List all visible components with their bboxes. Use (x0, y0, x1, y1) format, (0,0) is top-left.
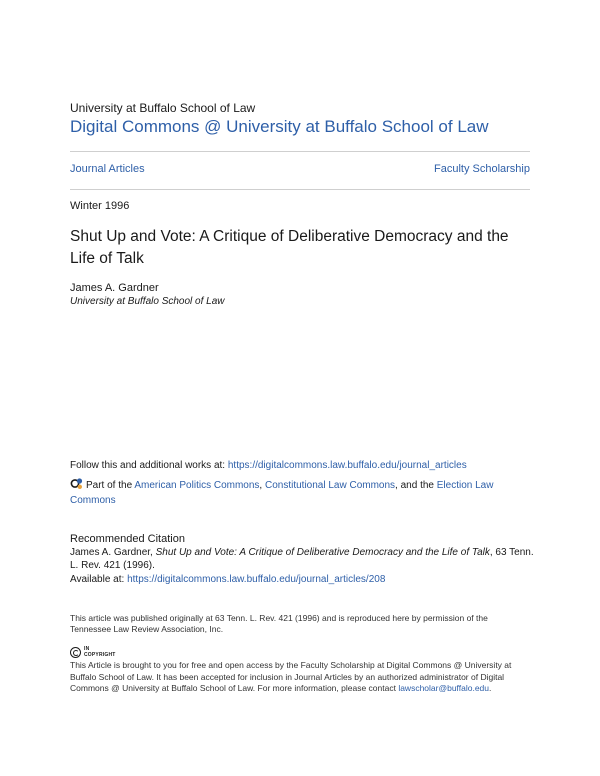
permission-notice: This article was published originally at 63 Tenn. L. Rev. 421 (1996) and is reproduced here by permission of the Tennessee Law Review Association, Inc. (70, 613, 488, 634)
copyright-line-2: COPYRIGHT (84, 651, 116, 658)
follow-line (70, 460, 467, 471)
article-url-link[interactable]: https://digitalcommons.law.buffalo.edu/journal_articles/208 (127, 574, 386, 585)
faculty-scholarship-link[interactable]: Faculty Scholarship (434, 163, 530, 175)
recommended-citation-heading: Recommended Citation (70, 533, 185, 545)
repository-title-link[interactable]: Digital Commons @ University at Buffalo School of Law (70, 117, 489, 136)
contact-email-link[interactable]: lawscholar@buffalo.edu (398, 683, 490, 693)
constitutional-law-commons-link[interactable]: Constitutional Law Commons (264, 480, 396, 491)
institution-name: University at Buffalo School of Law (70, 101, 256, 115)
top-divider (70, 151, 530, 152)
open-access-icon (70, 477, 84, 490)
journal-articles-link[interactable]: Journal Articles (70, 163, 145, 175)
access-note-end: . (489, 683, 492, 693)
copyright-badge-text (84, 647, 116, 658)
author-affiliation: University at Buffalo School of Law (70, 296, 225, 307)
publication-date: Winter 1996 (70, 200, 130, 212)
citation-text (70, 546, 540, 572)
author-name: James A. Gardner (70, 282, 159, 294)
open-access-note (70, 660, 530, 695)
follow-prefix: Follow this and additional works at: (70, 460, 228, 471)
citation-details: , 63 Tenn. L. Rev. 421 (1996). (70, 547, 534, 571)
copyright-icon (70, 647, 81, 658)
part-of-sep-2: , and the (395, 480, 437, 491)
american-politics-commons-link[interactable]: American Politics Commons (134, 480, 260, 491)
in-copyright-badge[interactable] (70, 647, 116, 658)
available-at-line (70, 574, 385, 585)
copyright-line-1: IN (84, 646, 90, 652)
journal-articles-url-link[interactable]: https://digitalcommons.law.buffalo.edu/journal_articles (227, 460, 467, 471)
part-of-prefix: Part of the (86, 480, 135, 491)
cover-page (70, 0, 534, 776)
bottom-divider (70, 189, 530, 190)
part-of-commons (70, 477, 510, 508)
access-note-text: This Article is brought to you for free and open access by the Faculty Scholarship at Digital Commons @ University at Buffalo School of Law. It has been accepted for inclusion in Journal Articles by an authorized administrator of Digital Commons @ University at Buffalo School of Law. For more information, please contact (70, 660, 512, 693)
part-of-sep-1: , (259, 480, 265, 491)
election-law-commons-link[interactable]: Election Law Commons (70, 480, 494, 506)
citation-author: James A. Gardner, (70, 547, 156, 558)
available-prefix: Available at: (70, 574, 128, 585)
article-title: Shut Up and Vote: A Critique of Deliberative Democracy and the Life of Talk (70, 228, 509, 267)
citation-title: Shut Up and Vote: A Critique of Deliberative Democracy and the Life of Talk (155, 547, 490, 558)
